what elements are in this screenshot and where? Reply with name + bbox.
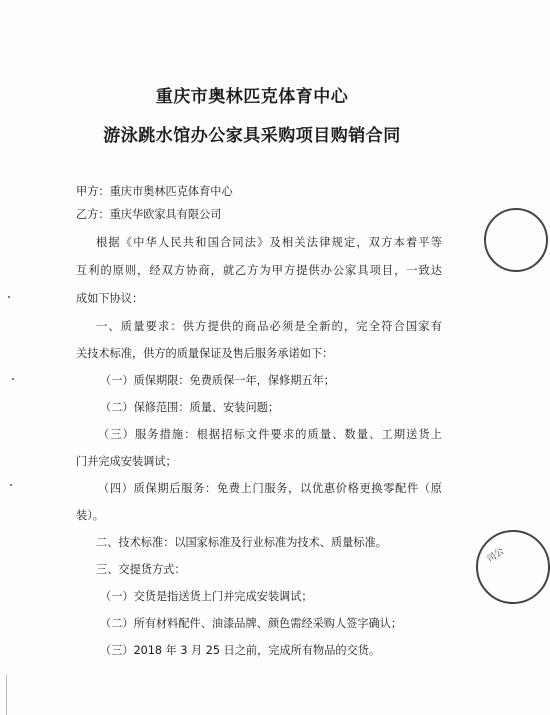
quality-heading-line-1: 一、质量要求：供方提供的商品必须是全新的，完全符合国家有: [96, 320, 442, 333]
delivery-heading: 三、交提货方式：: [96, 563, 186, 576]
quality-item-4-line-2: 装）。: [76, 509, 104, 522]
intro-line-2: 互利的原则，经双方协商，就乙方为甲方提供办公家具项目，一致达: [76, 264, 442, 277]
quality-item-3-line-1: （三）服务措施：根据招标文件要求的质量、数量、工期送货上: [98, 428, 442, 441]
quality-heading-line-2: 关技术标准，供方的质量保证及售后服务承诺如下：: [76, 347, 334, 360]
delivery-item-2: （二）所有材料配件、油漆品牌、颜色需经采购人签字确认；: [100, 617, 403, 630]
seal-fragment-text: 司公: [485, 546, 507, 565]
scan-speck: [12, 378, 14, 380]
intro-line-1: 根据《中华人民共和国合同法》及相关法律规定，双方本着平等: [96, 236, 442, 249]
document-title-line1: 重庆市奥林匹克体育中心: [155, 87, 349, 107]
intro-line-3: 成如下协议：: [76, 292, 144, 305]
scan-speck: [8, 296, 10, 298]
quality-item-3-line-2: 门并完成安装调试；: [76, 455, 177, 468]
quality-item-2: （二）保修范围：质量、安装问题；: [100, 401, 280, 414]
tech-standard: 二、技术标准：以国家标准及行业标准为技术、质量标准。: [96, 536, 387, 549]
party-a: 甲方：重庆市奥林匹克体育中心: [76, 185, 233, 198]
party-b: 乙方：重庆华欧家具有限公司: [76, 208, 222, 221]
delivery-item-3: （三）2018 年 3 月 25 日之前，完成所有物品的交货。: [100, 644, 381, 657]
scan-speck: [10, 484, 12, 486]
document-title-line2: 游泳跳水馆办公家具采购项目购销合同: [103, 126, 401, 146]
quality-item-1: （一）质保期限：免费质保一年，保修期五年；: [100, 374, 335, 387]
quality-item-4-line-1: （四）质保期后服务：免费上门服务，以优惠价格更换零配件（原: [98, 482, 442, 495]
scan-edge-mark: [6, 675, 21, 715]
delivery-item-1: （一）交货是指送货上门并完成安装调试；: [100, 590, 313, 603]
seal-fragment-lower: [476, 530, 550, 604]
seal-fragment-upper: [484, 208, 548, 272]
